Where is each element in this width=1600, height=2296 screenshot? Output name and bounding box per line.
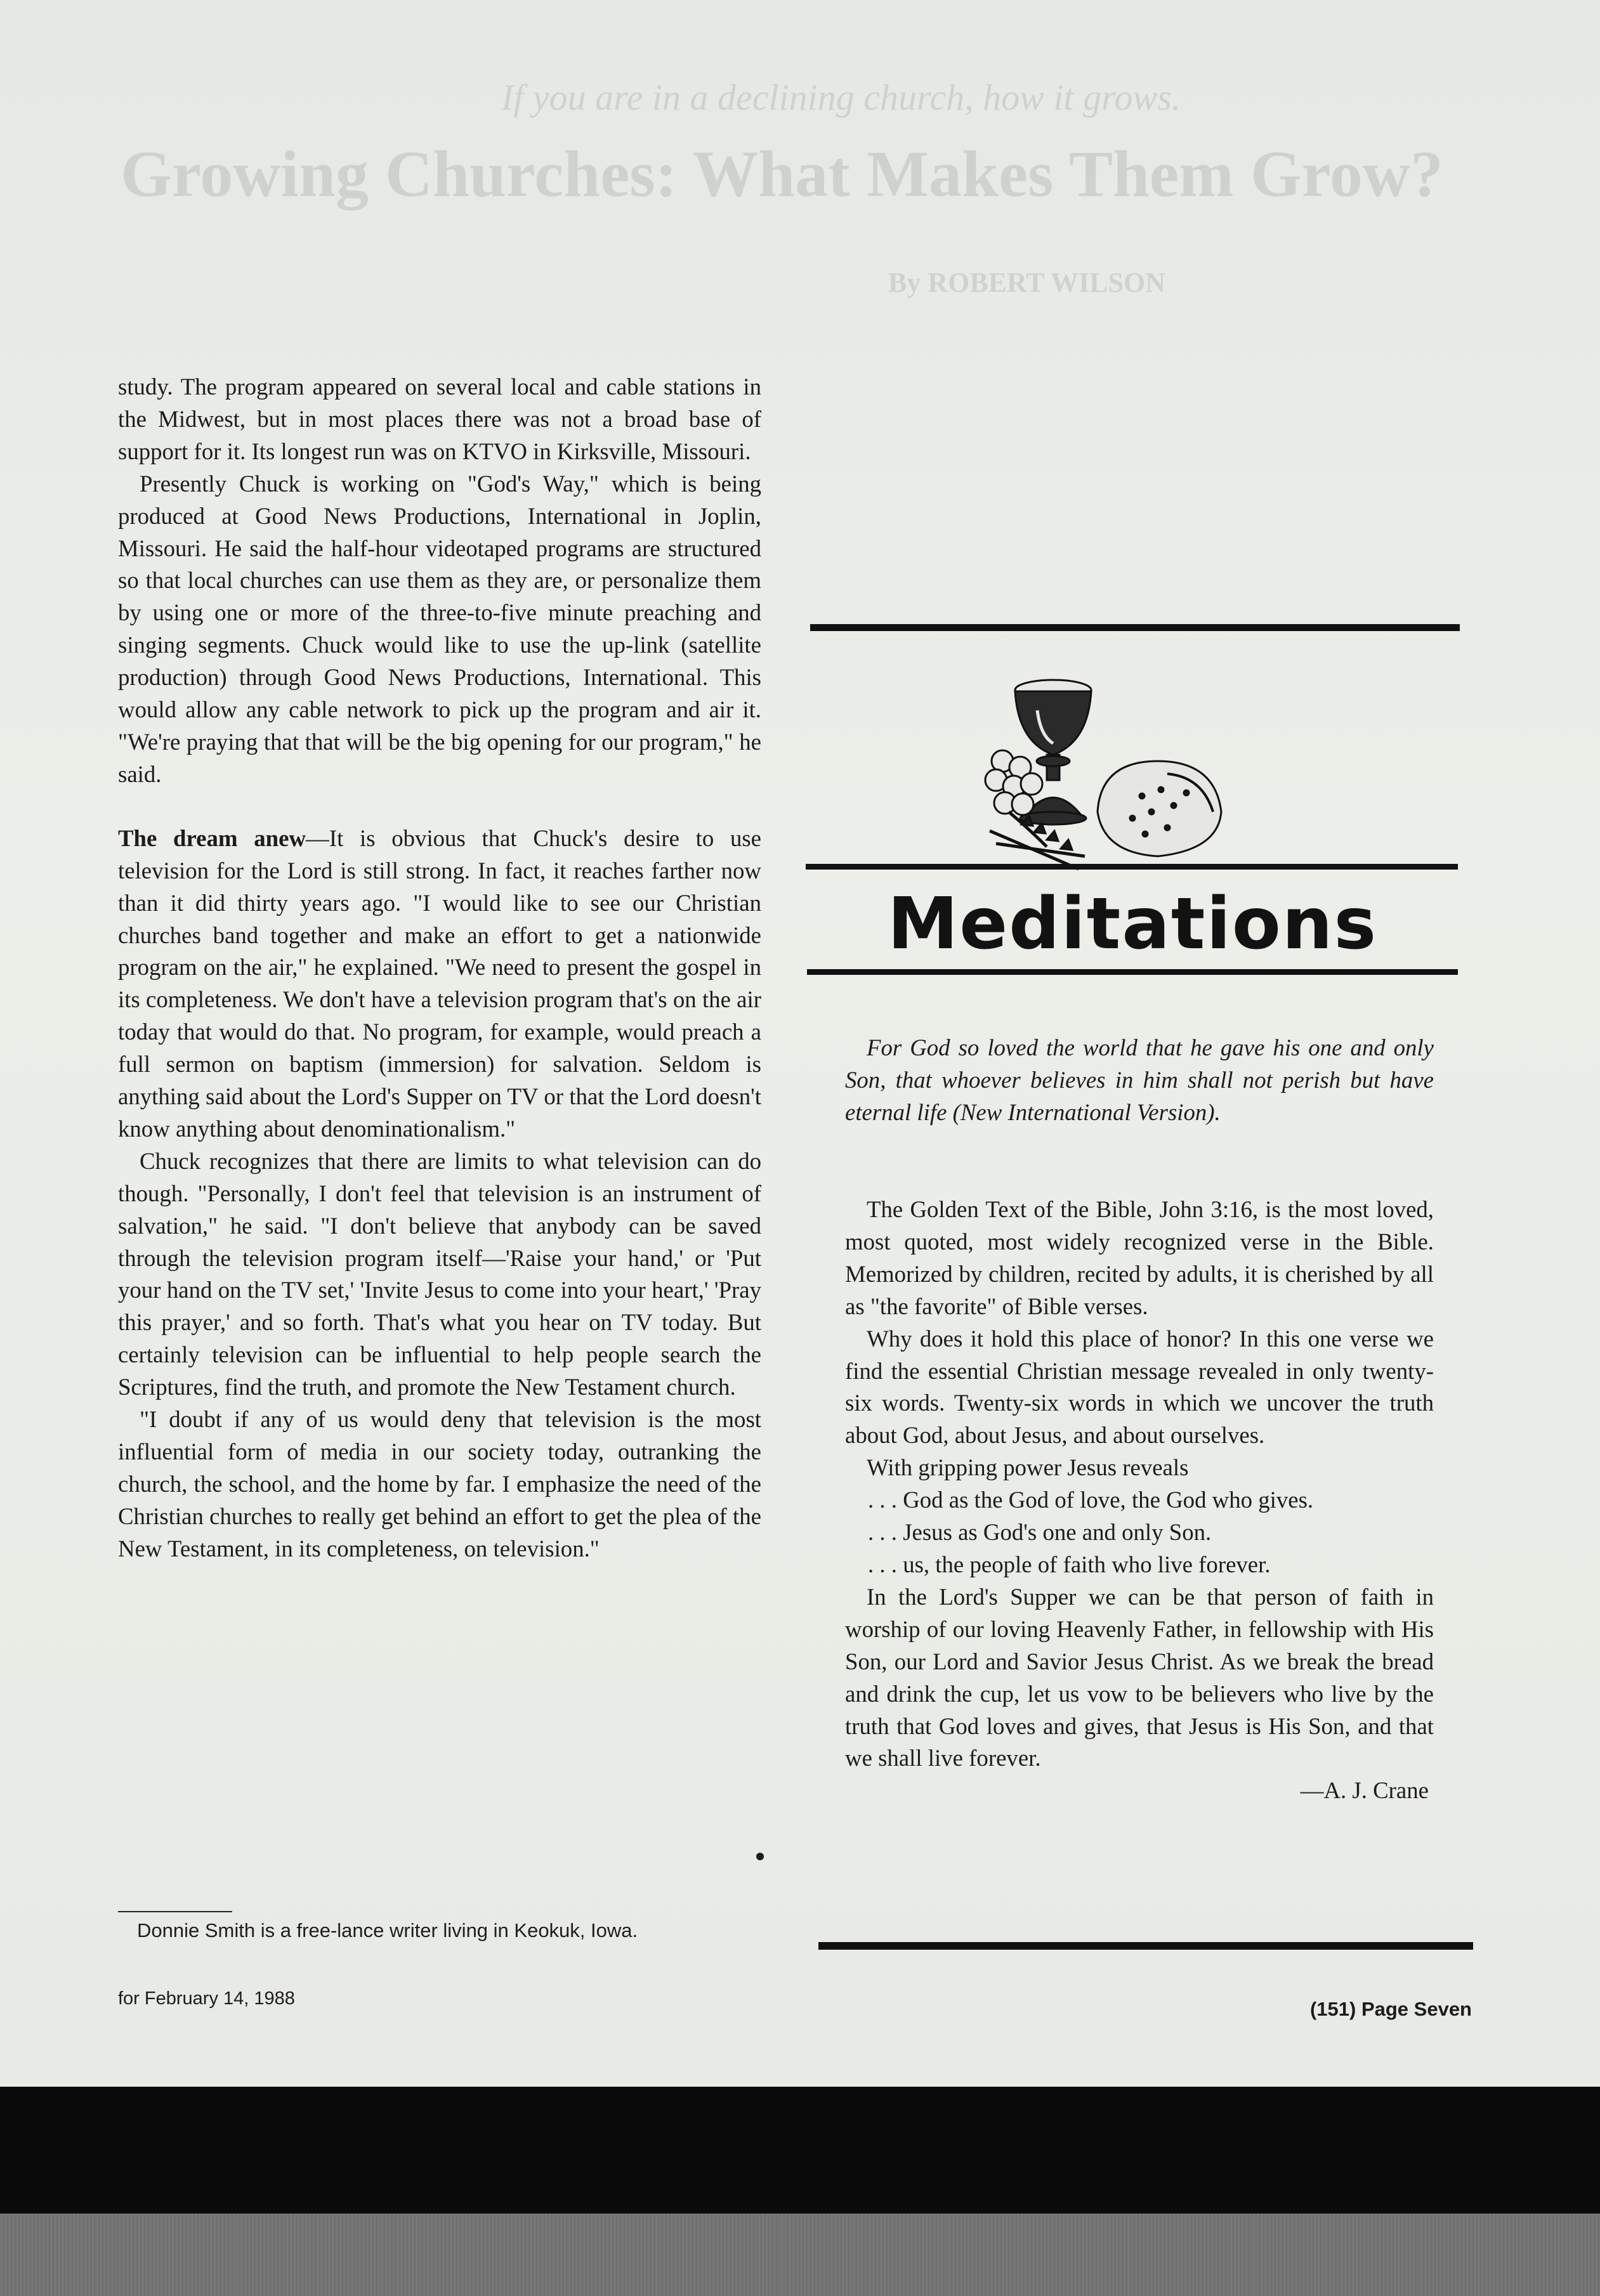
issue-date: for February 14, 1988 xyxy=(118,1988,295,2009)
article-paragraph: Chuck recognizes that there are limits to what television can do though. "Personally, I don't feel that television is an instrument of salvation," he said. "I don't believe that anybody can be saved through the television program itself—'Raise your hand,' or 'Put your hand on the TV set,' 'Invite Jesus to come into your heart,' 'Pray this prayer,' and so forth. That's what you hear on TV today. But certainly television can be influential to help people search the Scriptures, find the truth, and promote the New Testament church. xyxy=(118,1147,761,1400)
article-paragraph xyxy=(118,823,761,1145)
section-run-in-heading: The dream anew xyxy=(118,825,306,851)
end-of-article-bullet xyxy=(756,1853,764,1860)
meditation-paragraph: With gripping power Jesus reveals xyxy=(867,1454,1189,1481)
bleed-through-kicker: If you are in a declining church, how it grows. xyxy=(501,77,1181,118)
footnote-rule xyxy=(118,1911,232,1912)
article-paragraph-text: —It is obvious that Chuck's desire to use television for the Lord is still strong. In fact, it reaches farther now than it did thirty years ago. "I would like to see our Christian churches band together and make an effort to get a nationwide program on the air," he explained. "We need to present the gospel in its completeness. We don't have a television program that's on the air today that would do that. No program, for example, would preach a full sermon on baptism (immersion) for salvation. Seldom is anything said about the Lord's Supper on TV or that the Lord doesn't know anything about denominationalism." xyxy=(118,825,761,1142)
meditations-top-rule xyxy=(810,624,1460,631)
meditations-body xyxy=(845,1194,1434,1807)
article-paragraph: "I doubt if any of us would deny that television is the most influential form of media in our society today, outranking the church, the school, and the home by far. I emphasize the need of the Christian churches to really get behind an effort to get the plea of the New Testament, in its completeness, on television." xyxy=(118,1406,761,1562)
scripture-text: For God so loved the world that he gave his one and only Son, that whoever believes in him shall not perish but have eternal life (New International Version). xyxy=(845,1034,1434,1125)
meditations-scripture-verse xyxy=(845,1032,1434,1129)
meditation-paragraph: The Golden Text of the Bible, John 3:16, is the most loved, most quoted, most widely recognized verse in the Bible. Memorized by children, recited by adults, it is cherished by all as "the favorite" of Bible verses. xyxy=(845,1196,1434,1319)
meditations-bottom-rule xyxy=(818,1942,1473,1950)
meditation-list-line: . . . Jesus as God's one and only Son. xyxy=(868,1519,1212,1546)
meditation-paragraph: In the Lord's Supper we can be that person of faith in worship of our loving Heavenly Father, in fellowship with His Son, our Lord and Savior Jesus Christ. As we break the bread and drink the cup, let us vow to be believers who live by the truth that God loves and gives, that Jesus is His Son, and that we shall live forever. xyxy=(845,1583,1434,1771)
meditation-signature: —A. J. Crane xyxy=(1300,1777,1429,1804)
meditation-list-line: . . . God as the God of love, the God who gives. xyxy=(868,1487,1314,1513)
bleed-through-title: Growing Churches: What Makes Them Grow? xyxy=(121,138,1443,211)
scan-background-surface xyxy=(0,2214,1600,2296)
chalice-grapes-bread-wheat-illustration xyxy=(977,666,1275,882)
author-footnote: Donnie Smith is a free-lance writer living in Keokuk, Iowa. xyxy=(137,1919,638,1941)
meditations-title-rule-bottom xyxy=(807,969,1458,975)
bleed-through-byline: By ROBERT WILSON xyxy=(888,267,1165,298)
meditation-list-line: . . . us, the people of faith who live forever. xyxy=(868,1551,1271,1577)
article-paragraph: Presently Chuck is working on "God's Way," which is being produced at Good News Productions, International in Joplin, Missouri. He said the half-hour videotaped programs are structured so that local churches can use them as they are, or personalize them by using one or more of the three-to-five minute preaching and singing segments. Chuck would like to use the up-link (satellite production) through Good News Productions, International. This would allow any cable network to pick up the program and air it. "We're praying that that will be the big opening for our program," he said. xyxy=(118,470,761,787)
meditation-paragraph: Why does it hold this place of honor? In this one verse we find the essential Christian message revealed in only twenty-six words. Twenty-six words in which we uncover the truth about God, about Jesus, and about ourselves. xyxy=(845,1325,1434,1449)
meditations-title: Meditations xyxy=(887,883,1378,965)
page-number: (151) Page Seven xyxy=(1309,1998,1472,2020)
scan-dark-margin xyxy=(0,2087,1600,2214)
article-column xyxy=(118,371,761,1565)
meditations-title-rule-top xyxy=(806,864,1458,870)
article-paragraph: study. The program appeared on several local and cable stations in the Midwest, but in most places there was not a broad base of support for it. Its longest run was on KTVO in Kirksville, Missouri. xyxy=(118,374,761,464)
